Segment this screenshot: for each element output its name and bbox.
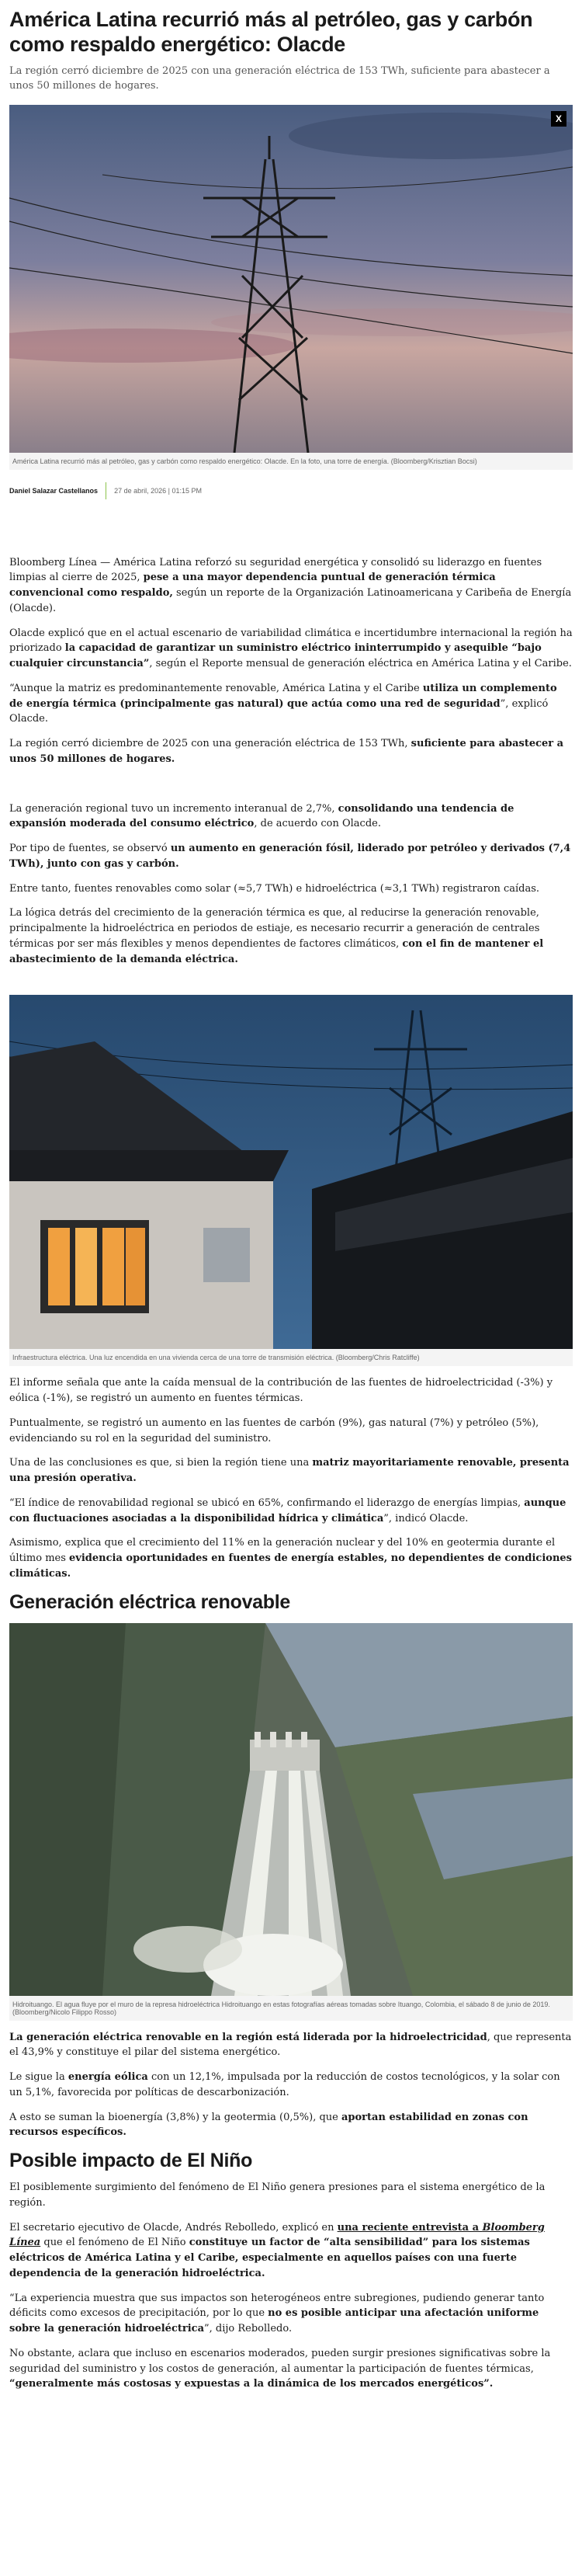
dam-figure xyxy=(9,1623,573,2021)
transmission-figure xyxy=(9,995,573,1366)
paragraph: El informe señala que ante la caída mensual de la contribución de las fuentes de hidroelectricidad (-3%) y eólica (-1%), se registró un aumento en fuentes térmicas. xyxy=(9,1377,553,1405)
paragraph: El posiblemente surgimiento del fenómeno de El Niño genera presiones para el sistema energético de la región. xyxy=(9,2181,546,2209)
house-tower-image xyxy=(9,995,573,1349)
paragraph: La lógica detrás del crecimiento de la generación térmica es que, al reducirse la generación renovable, principalmente la hidroeléctrica en periodos de estiaje, es necesario recurrir a generación de centrales térmicas por ser más flexibles y menos dependientes de factores climáticos, con el fin de mantener el abastecimiento de la demanda eléctrica. xyxy=(9,907,544,965)
article-title: América Latina recurrió más al petróleo, gas y carbón como respaldo energético: Olacde xyxy=(9,8,533,56)
paragraph: No obstante, aclara que incluso en escenarios moderados, pueden surgir presiones significativas sobre la seguridad del suministro y los costos de generación, al aumentar la participación de fuentes térmicas, “generalmente más costosas y expuestas a la dinámica de los mercados energéticos”. xyxy=(9,2347,551,2390)
paragraph: La región cerró diciembre de 2025 con una generación eléctrica de 153 TWh, suficiente para abastecer a unos 50 millones de hogares. xyxy=(9,738,564,765)
article-dek: La región cerró diciembre de 2025 con una generación eléctrica de 153 TWh, suficiente para abastecer a unos 50 millones de hogares. xyxy=(9,64,550,92)
paragraph: Bloomberg Línea — América Latina reforzó su seguridad energética y consolidó su liderazgo en fuentes limpias al cierre de 2025, pese a una mayor dependencia puntual de generación térmica convencional como respaldo, según un reporte de la Organización Latinoamericana y Caribeña de Energía (Olacde). xyxy=(9,556,572,614)
close-button[interactable]: X xyxy=(551,111,566,127)
paragraph: “Aunque la matriz es predominantemente renovable, América Latina y el Caribe utiliza un complemento de energía térmica (principalmente gas natural) que actúa como una red de seguridad”, explicó Olacde. xyxy=(9,682,557,725)
paragraph: A esto se suman la bioenergía (3,8%) y la geotermia (0,5%), que aportan estabilidad en zonas con recursos específicos. xyxy=(9,2111,528,2139)
power-tower-sunset-image xyxy=(9,105,573,453)
paragraph: Asimismo, explica que el crecimiento del 11% en la generación nuclear y del 10% en geotermia durante el último mes evidencia oportunidades en fuentes de energía estables, no dependientes de condiciones climáticas. xyxy=(9,1537,572,1580)
paragraph: Olacde explicó que en el actual escenario de variabilidad climática e incertidumbre internacional la región ha priorizado la capacidad de garantizar un suministro eléctrico ininterrumpido y asequible “bajo cualquier circunstancia”, según el Reporte mensual de generación eléctrica en América Latina y el Caribe. xyxy=(9,627,573,670)
paragraph: Una de las conclusiones es que, si bien la región tiene una matriz mayoritariamente renovable, presenta una presión operativa. xyxy=(9,1457,570,1485)
paragraph: Por tipo de fuentes, se observó un aumento en generación fósil, liderado por petróleo y derivados (7,4 TWh), junto con gas y carbón. xyxy=(9,843,571,870)
paragraph: Le sigue la energía eólica con un 12,1%, impulsada por la reducción de costos tecnológicos, y la solar con un 5,1%, favorecida por políticas de descarbonización. xyxy=(9,2071,560,2098)
transmission-caption: Infraestructura eléctrica. Una luz encendida en una vivienda cerca de una torre de transmisión eléctrica. (Bloomberg/Chris Ratcliffe) xyxy=(9,1349,573,1366)
hero-image xyxy=(9,105,573,453)
publish-date: 27 de abril, 2026 | 01:15 PM xyxy=(114,486,202,495)
paragraph: “La experiencia muestra que sus impactos son heterogéneos entre subregiones, pudiendo generar tanto déficits como excesos de precipitación, por lo que no es posible anticipar una afectación uniforme sobre la generación hidroeléctrica”, dijo Rebolledo. xyxy=(9,2292,545,2335)
paragraph: Entre tanto, fuentes renovables como solar (≈5,7 TWh) e hidroeléctrica (≈3,1 TWh) registraron caídas. xyxy=(9,882,540,895)
author-name[interactable]: Daniel Salazar Castellanos xyxy=(9,486,99,495)
interview-link[interactable]: una reciente entrevista a Bloomberg Línea xyxy=(9,2221,545,2249)
section-heading-renovable: Generación eléctrica renovable xyxy=(9,1590,291,1613)
paragraph: “El índice de renovabilidad regional se ubicó en 65%, confirmando el liderazgo de energías limpias, aunque con fluctuaciones asociadas a la disponibilidad hídrica y climática”, indicó Olacde. xyxy=(9,1497,566,1524)
paragraph: La generación eléctrica renovable en la región está liderada por la hidroelectricidad, que representa el 43,9% y constituye el pilar del sistema energético. xyxy=(9,2031,572,2059)
section-heading-el-nino: Posible impacto de El Niño xyxy=(9,2150,253,2172)
paragraph: El secretario ejecutivo de Olacde, Andrés Rebolledo, explicó en una reciente entrevista a Bloomberg Línea que el fenómeno de El Niño constituye un factor de “alta sensibilidad” para los sistemas eléctricos de América Latina y el Caribe, especialmente en aquellos países con una fuerte dependencia de la generación hidroeléctrica. xyxy=(9,2221,545,2279)
dam-caption: Hidroituango. El agua fluye por el muro de la represa hidroeléctrica Hidroituango en estas fotografías aéreas tomadas sobre Ituango, Colombia, el sábado 8 de junio de 2019. (Bloomberg/Nicolo Filippo Rosso) xyxy=(9,1996,573,2021)
byline xyxy=(9,482,573,499)
hidroituango-image xyxy=(9,1623,573,1996)
paragraph: La generación regional tuvo un incremento interanual de 2,7%, consolidando una tendencia de expansión moderada del consumo eléctrico, de acuerdo con Olacde. xyxy=(9,802,514,830)
paragraph: Puntualmente, se registró un aumento en las fuentes de carbón (9%), gas natural (7%) y petróleo (5%), evidenciando su rol en la seguridad del suministro. xyxy=(9,1417,539,1444)
hero-figure xyxy=(9,105,573,470)
article-body xyxy=(9,555,573,2393)
hero-caption: América Latina recurrió más al petróleo, gas y carbón como respaldo energético: Olacde. En la foto, una torre de energía. (Bloomberg/Krisztian Bocsi) xyxy=(9,453,573,470)
